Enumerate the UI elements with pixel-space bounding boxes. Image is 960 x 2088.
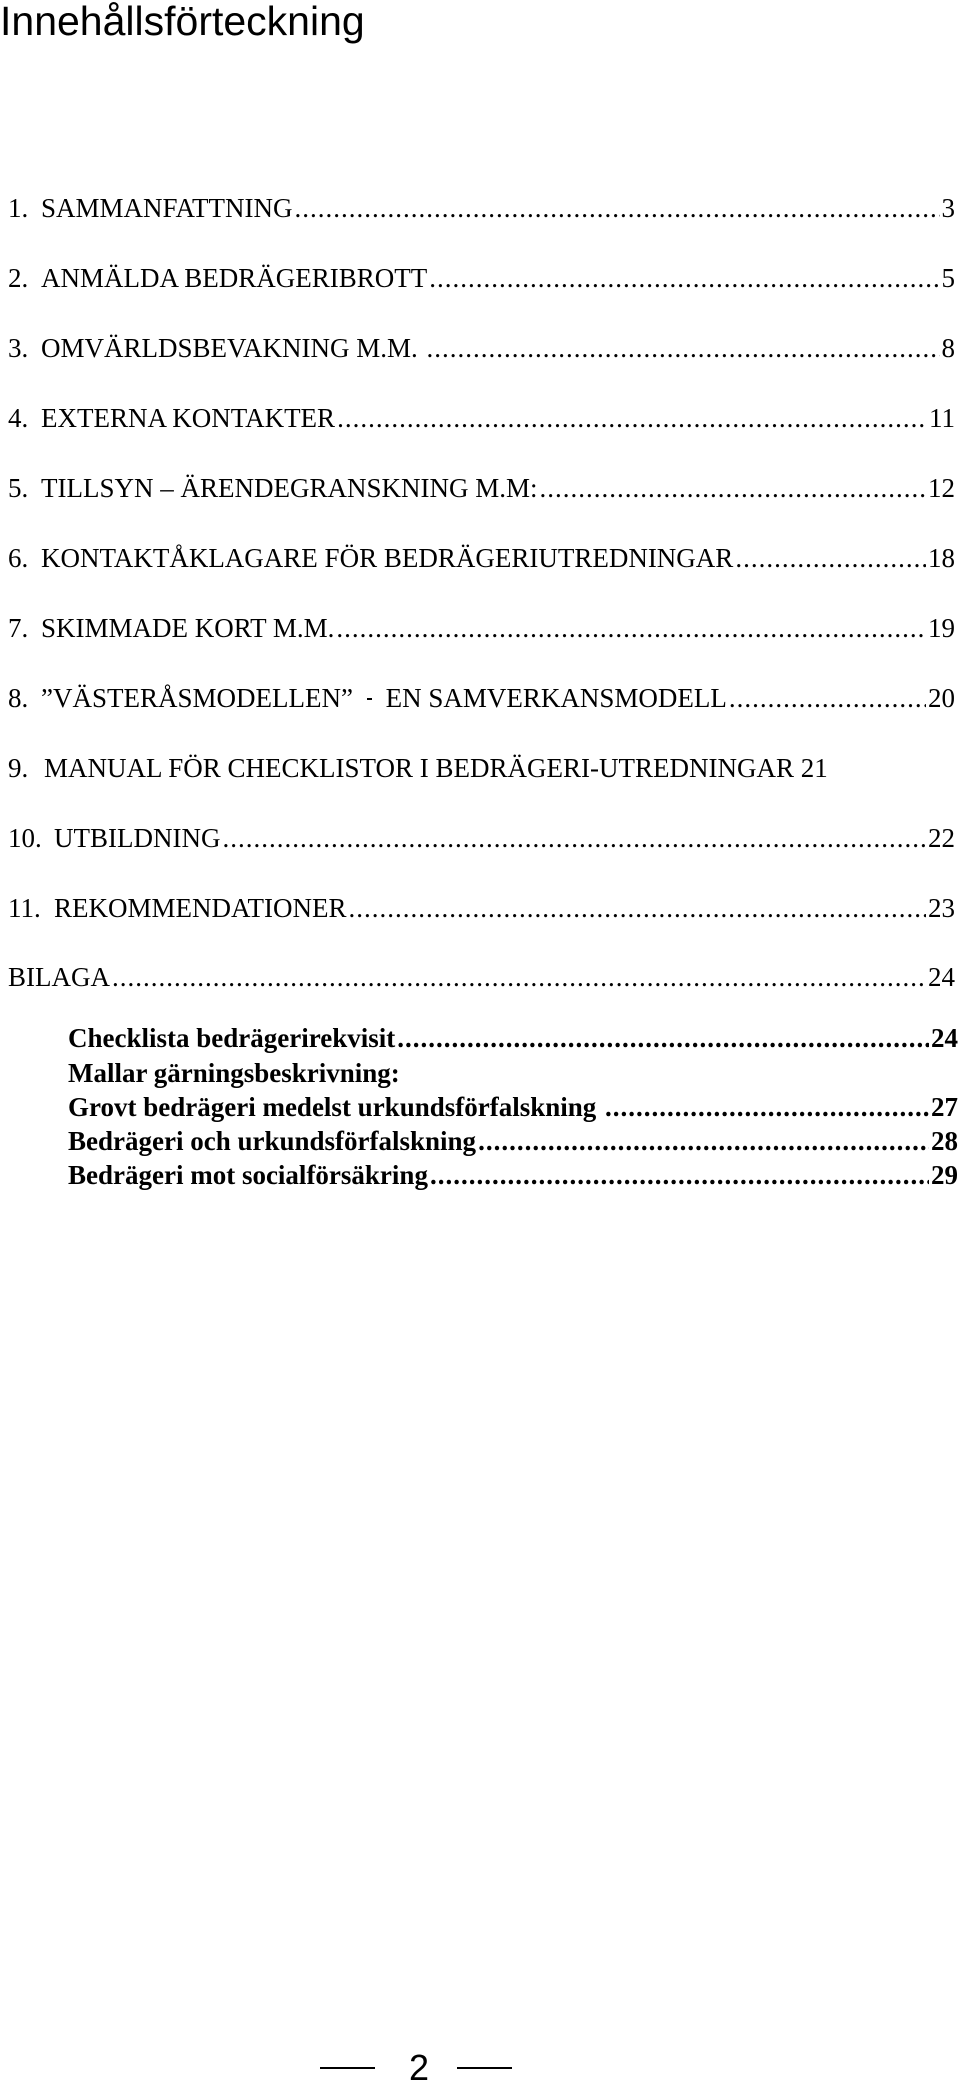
toc-entry-5[interactable] [8, 475, 955, 502]
dot-leader [729, 685, 926, 712]
toc-entry-6[interactable] [8, 545, 955, 572]
toc-entry-3[interactable] [8, 335, 955, 362]
toc-subentry-checklista[interactable] [68, 1025, 958, 1052]
toc-entry-9[interactable] [8, 755, 955, 782]
toc-entry-page: 11 [929, 403, 955, 433]
page-title: Innehållsförteckning [0, 0, 365, 44]
toc-entry-title: BILAGA [8, 962, 110, 992]
em-dash-rule [367, 698, 372, 700]
toc-entry-number: 9. [8, 753, 29, 783]
toc-entry-number: 10. [8, 823, 42, 853]
toc-entry-title: REKOMMENDATIONER [54, 893, 347, 923]
toc-entry-title: EXTERNA KONTAKTER [41, 403, 336, 433]
dot-leader [605, 1094, 929, 1121]
dot-leader [540, 475, 927, 502]
toc-entry-page: 3 [941, 193, 955, 223]
dot-leader [430, 1162, 929, 1189]
toc-entry-number: 11. [8, 893, 41, 923]
dot-leader [427, 335, 940, 362]
footer-rule-right [457, 2067, 512, 2069]
toc-entry-page: 22 [928, 823, 955, 853]
toc-entry-title: UTBILDNING [54, 823, 221, 853]
toc-entry-title: Grovt bedrägeri medelst urkundsförfalskning [68, 1092, 604, 1122]
toc-entry-number: 1. [8, 193, 29, 223]
dot-leader [295, 195, 940, 222]
toc-entry-number: 5. [8, 473, 29, 503]
toc-entry-title: Bedrägeri mot socialförsäkring [68, 1160, 428, 1190]
dot-leader [397, 1025, 929, 1052]
toc-entry-page: 19 [928, 613, 955, 643]
toc-subheading: Mallar gärningsbeskrivning: [68, 1058, 400, 1088]
footer-rule-left [320, 2067, 375, 2069]
dot-leader [336, 615, 926, 642]
toc-entry-number: 6. [8, 543, 29, 573]
toc-entry-number: 8. [8, 683, 29, 713]
toc-entry-title: SAMMANFATTNING [41, 193, 293, 223]
toc-entry-page: 24 [931, 1023, 958, 1053]
dot-leader [478, 1128, 929, 1155]
dot-leader [112, 964, 926, 991]
toc-entry-8[interactable] [8, 685, 955, 712]
toc-entry-page: 29 [931, 1160, 958, 1190]
toc-entry-page: 5 [941, 263, 955, 293]
toc-entry-title: Bedrägeri och urkundsförfalskning [68, 1126, 477, 1156]
dot-leader [349, 895, 927, 922]
toc-entry-bilaga[interactable] [8, 964, 955, 991]
toc-entry-11[interactable] [8, 895, 955, 922]
toc-entry-title: Checklista bedrägerirekvisit [68, 1023, 396, 1053]
toc-entry-1[interactable] [8, 195, 955, 222]
toc-entry-page: 23 [928, 893, 955, 923]
toc-entry-title-part-b: EN SAMVERKANSMODELL [385, 683, 727, 713]
toc-entry-page: 18 [928, 543, 955, 573]
toc-entry-number: 4. [8, 403, 29, 433]
toc-entry-title: MANUAL FÖR CHECKLISTOR I BEDRÄGERI-UTREDNINGAR 21 [44, 753, 828, 783]
toc-entry-page: 27 [931, 1092, 958, 1122]
page-footer [320, 2047, 512, 2088]
toc-entry-title: ANMÄLDA BEDRÄGERIBROTT [41, 263, 428, 293]
toc-subentry-mallar [68, 1060, 958, 1087]
toc-entry-number: 2. [8, 263, 29, 293]
toc-entry-title: OMVÄRLDSBEVAKNING M.M. [41, 333, 425, 363]
toc-entry-title: TILLSYN – ÄRENDEGRANSKNING M.M: [41, 473, 538, 503]
toc-entry-number: 7. [8, 613, 29, 643]
toc-entry-page: 8 [941, 333, 955, 363]
dot-leader [735, 545, 926, 572]
toc-subentry-socialforsakring[interactable] [68, 1162, 958, 1189]
toc-entry-title: SKIMMADE KORT M.M. [41, 613, 335, 643]
toc-entry-title-part-a: ”VÄSTERÅSMODELLEN” [41, 683, 353, 713]
toc-entry-4[interactable] [8, 405, 955, 432]
toc-entry-page: 20 [928, 683, 955, 713]
toc-entry-title: KONTAKTÅKLAGARE FÖR BEDRÄGERIUTREDNINGAR [41, 543, 734, 573]
toc-entry-page: 24 [928, 962, 955, 992]
toc-entry-page: 12 [928, 473, 955, 503]
toc-entry-2[interactable] [8, 265, 955, 292]
toc-entry-page: 28 [931, 1126, 958, 1156]
toc-entry-number: 3. [8, 333, 29, 363]
dot-leader [429, 265, 939, 292]
toc-subentry-bedrageri-urkund[interactable] [68, 1128, 958, 1155]
dot-leader [337, 405, 927, 432]
page-number: 2 [409, 2047, 430, 2088]
toc-subentry-grovt-bedrageri[interactable] [68, 1094, 958, 1121]
dot-leader [222, 825, 926, 852]
toc-entry-7[interactable] [8, 615, 955, 642]
toc-entry-10[interactable] [8, 825, 955, 852]
